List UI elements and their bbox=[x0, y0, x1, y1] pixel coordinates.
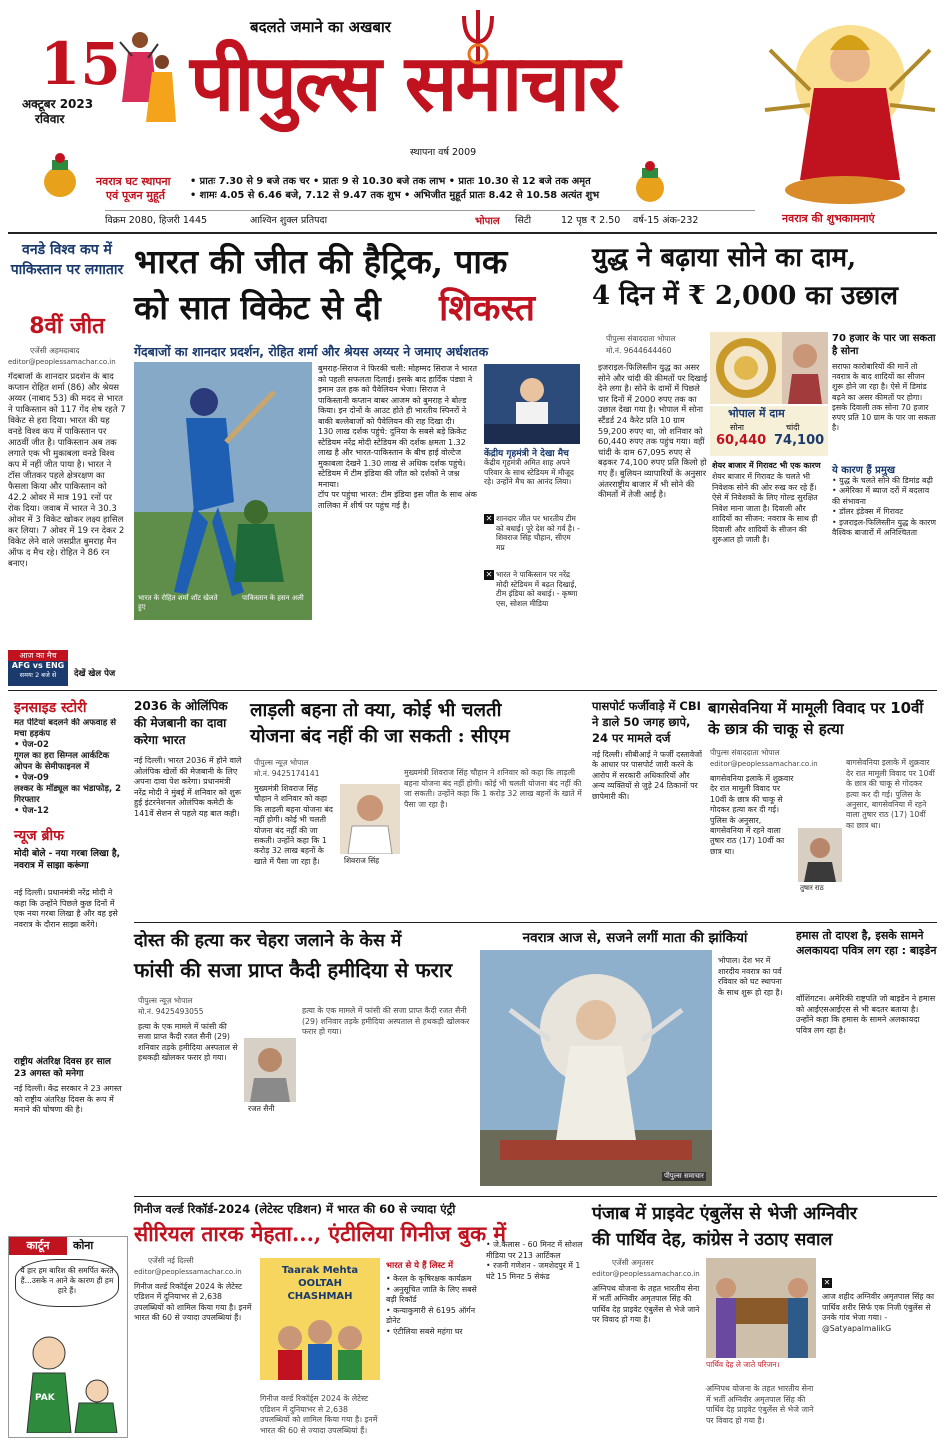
gold-body: इजराइल-फिलिस्तीन युद्ध का असर सोने और चांदी की कीमतों पर दिखाई देने लगा है। सोने के दामों में पिछले चार दिनों में 2000 रुपए तक का उछाल देखा गया है। भोपाल में सोना स्टैंडर्ड 24 कैरेट प्रति 10 ग्राम 59,200 रुपए था, जो शनिवार को 60,440 रुपए तक पहुंच गया। वहीं चांदी के दाम 67,095 रुपए से बढ़कर 74,100 रुपए प्रति किलो हो गए हैं। बुलियन व्यापारियों के अनुसार अंतरराष्ट्रीय बाजार में भी सोने की कीमतों में तेजी आई है। bbox=[598, 362, 708, 500]
inside-items: मत पेटियां बदलने की अफवाह से मचा हड़कंप • पेज-02 गूगल का हरा सिग्नल आर्कटिक ओपन के सेमीफाइनल में • पेज-09 लश्कर के मॉड्यूल का भंडाफोड़, 2 गिरफ्तार • पेज-12 bbox=[14, 718, 122, 816]
tmkoc-photo bbox=[260, 1258, 380, 1380]
info-bar bbox=[105, 210, 755, 229]
inside-story bbox=[8, 698, 126, 818]
punjab-photo bbox=[706, 1258, 816, 1358]
olympic-story bbox=[134, 698, 244, 918]
gold-story bbox=[592, 240, 937, 688]
gold-col2-head: शेयर बाजार में गिरावट भी एक कारण bbox=[712, 461, 821, 470]
escape-byline: पीपुल्स न्यूज़ भोपाल bbox=[138, 996, 193, 1005]
passport-story bbox=[592, 698, 702, 918]
muhurat-label-1: नवरात्र घट स्थापना bbox=[96, 175, 171, 188]
escape-headline-2: फांसी की सजा प्राप्त कैदी हमीदिया से फरार bbox=[134, 958, 453, 982]
ladli-headline-2: योजना बंद नहीं की जा सकती : सीएम bbox=[250, 726, 510, 747]
founded-text: स्थापना वर्ष 2009 bbox=[410, 147, 477, 158]
punjab-text: अग्निपथ योजना के तहत भारतीय सेना में भर्ती अग्निवीर अमृतपाल सिंह की पार्थिव देह प्राइवेट एंबुलेंस से भेजे जाने पर विवाद हो गया है। bbox=[592, 1284, 700, 1325]
greeting: नवरात्र की शुभकामनाएं bbox=[782, 212, 875, 225]
kalash-right-icon bbox=[632, 160, 668, 204]
cartoon-subtitle: कोना bbox=[73, 1239, 94, 1252]
divider-row1 bbox=[8, 690, 937, 691]
match-box bbox=[8, 650, 68, 686]
dandiya-illustration bbox=[118, 22, 176, 132]
brief-item1-head: मोदी बोले - नया गरबा लिखा है, नवरात्र में साझा करूंगा bbox=[14, 849, 121, 871]
newspaper-title: पीपुल्स समाचार bbox=[190, 38, 619, 129]
tweet-1: शानदार जीत पर भारतीय टीम को बधाई। पूरे देश को गर्व है। - शिवराज सिंह चौहान, सीएम मप्र bbox=[496, 514, 580, 552]
bagsevania-byline: पीपुल्स संवाददाता भोपाल bbox=[710, 748, 780, 757]
muhurat-line-1: • प्रातः 7.30 से 9 बजे तक चर • प्रातः 9 से 10.30 बजे तक लाभ • प्रातः 10.30 से 12 बजे तक अमृत bbox=[190, 176, 591, 187]
guinness-headline: सीरियल तारक मेहता..., एंटीलिया गिनीज बुक में bbox=[134, 1221, 506, 1246]
lead-headline-1: भारत की जीत की हैट्रिक, पाक bbox=[134, 242, 508, 281]
edition-city: भोपाल bbox=[475, 216, 500, 227]
escape-text-2 bbox=[302, 996, 470, 1186]
sports-ref: देखें खेल पेज bbox=[74, 669, 116, 679]
bagsevania-repeat: बागसेवनिया इलाके में शुक्रवार देर रात मामूली विवाद पर 10वीं के छात्र की चाकू से गोदकर हत्या कर दी गई। पुलिस के अनुसार, बागसेवनिया में रहने वाला तुषार राठ (17) 10वीं का छात्र था। bbox=[846, 758, 935, 830]
punjab-byline: एजेंसी अमृतसर bbox=[612, 1258, 654, 1267]
match-time: समयः 2 बजे से bbox=[19, 671, 57, 679]
gold-side-text: सराफा कारोबारियों की मानें तो नवरात्र के बाद शादियों का सीजन शुरू होने जा रहा है। ऐसे में डिमांड बढ़ने का असर कीमतों पर होगा। इसके दिवाली तक सोना 70 हजार रुपए प्रति 10 ग्राम के पार जा सकता है। bbox=[832, 362, 936, 433]
lead-headline-red: शिकस्त bbox=[439, 287, 535, 329]
price-box bbox=[710, 406, 828, 456]
stadium-photo bbox=[484, 364, 580, 444]
brief-title: न्यूज ब्रीफ bbox=[14, 828, 64, 844]
guinness-list: • केरल के कृषिरक्षक कार्यक्रम • अनुसूचित जाति के लिए सबसे बड़ी रिकॉर्ड • कन्याकुमारी से 6195 ऑर्गन डोनेट • एंटीलिया सबसे महंगा घर bbox=[386, 1274, 477, 1336]
date-weekday: रविवार bbox=[35, 112, 65, 126]
wc-byline: एजेंसी अहमदाबाद bbox=[30, 346, 80, 355]
silver-label: चांदी bbox=[786, 423, 800, 432]
ladli-byline: पीपुल्स न्यूज़ भोपाल bbox=[254, 758, 309, 767]
wc-highlight: 8वीं जीत bbox=[29, 314, 105, 339]
inside-title: इनसाइड स्टोरी bbox=[14, 700, 87, 716]
cartoon-drawing bbox=[13, 1313, 123, 1433]
gold-col2-text: शेयर बाजार में गिरावट के चलते भी निवेशक सोने की ओर रुख कर रहे हैं। ऐसे में निवेशकों के लिए गोल्ड सुरक्षित निवेश माना जाता है। दिवाली और शादियों का सीजन: नवरात्र के साथ ही दिवाली और शादियों के सीजन की शुरुआत हो जाती है। bbox=[712, 472, 818, 544]
punjab-headline-2: की पार्थिव देह, कांग्रेस ने उठाए सवाल bbox=[592, 1230, 833, 1250]
punjab-story bbox=[592, 1202, 937, 1440]
escape-text: हत्या के एक मामले में फांसी की सजा प्राप्त कैदी रजत सैनी (29) शनिवार तड़के हमीदिया अस्पताल से हथकड़ी खोलकर फरार हो गया। bbox=[138, 1022, 238, 1063]
navratri-headline: नवरात्र आज से, सजने लगीं माता की झांकियां bbox=[522, 930, 748, 946]
guinness-kicker: गिनीज वर्ल्ड रिकॉर्ड-2024 (लेटेस्ट एडिशन) में भारत की 60 से ज्यादा एंट्री bbox=[134, 1202, 456, 1216]
cartoon-title: कार्टून bbox=[9, 1237, 67, 1255]
escape-mobile: मो.नं. 9425493055 bbox=[138, 1007, 204, 1016]
vikram-samvat: विक्रम 2080, हिजरी 1445 bbox=[105, 215, 208, 226]
punjab-tweet: आज शहीद अग्निवीर अमृतपाल सिंह का पार्थिव शरीर सिर्फ एक निजी एंबुलेंस से उनके गांव भेजा गया। - @SatyapalmalikG bbox=[822, 1292, 935, 1333]
gold-jewelry-photo bbox=[710, 332, 782, 404]
olympic-headline: 2036 के ओलिंपिक की मेजबानी का दावा करेगा भारत bbox=[134, 699, 228, 747]
navratri-text: भोपाल। देश भर में शारदीय नवरात्र का पर्व रविवार को घट स्थापना के साथ शुरू हो रहा है। bbox=[718, 956, 783, 997]
gold-price: 60,440 bbox=[716, 433, 767, 448]
hamas-headline: हमास तो दाएश है, इसके सामने अलकायदा पवित्र लग रहा : बाइडेन bbox=[796, 929, 937, 957]
ladli-repeat: मुख्यमंत्री शिवराज सिंह चौहान ने शनिवार को कहा कि लाड़ली बहना योजना बंद नहीं होगी। कोई भी चलती योजना बंद नहीं की जा सकती। उन्होंने कहा कि 1 करोड़ 32 लाख बहनों के खाते में पैसा जा रहा है। bbox=[404, 768, 582, 809]
gold-mobile: मो.नं. 9644644460 bbox=[606, 346, 672, 355]
guinness-text-2 bbox=[260, 1384, 380, 1438]
reasons-title: ये कारण हैं प्रमुख bbox=[832, 465, 895, 476]
tushar-caption: तुषार राठ bbox=[800, 884, 824, 892]
punjab-photo-caption: पार्थिव देह ले जाते परिजन। bbox=[706, 1360, 780, 1369]
cartoon-box bbox=[8, 1236, 128, 1438]
guinness-text: गिनीज वर्ल्ड रिकॉर्ड्स 2024 के लेटेस्ट एडिशन में दुनियाभर से 2,638 उपलब्धियों को शामिल किया गया है। इनमें भारत की 60 से ज्यादा उपलब्धियां हैं। bbox=[134, 1282, 252, 1323]
bagsevania-text: बागसेवनिया इलाके में शुक्रवार देर रात मामूली विवाद पर 10वीं के छात्र की चाकू से गोदकर हत्या कर दी गई। पुलिस के अनुसार, बागसेवनिया में रहने वाला तुषार राठ (17) 10वीं का छात्र था। bbox=[710, 774, 794, 856]
lead-subhead: गेंदबाजों का शानदार प्रदर्शन, रोहित शर्मा और श्रेयस अय्यर ने जमाए अर्धशतक bbox=[134, 344, 489, 359]
tithi: आश्विन शुक्ल प्रतिपदा bbox=[250, 215, 328, 226]
navratri-story bbox=[480, 928, 790, 1190]
lead-headline-2: को सात विकेट से दी bbox=[134, 288, 381, 327]
guinness-email: editor@peoplessamachar.co.in bbox=[134, 1268, 242, 1276]
ladli-headline-1: लाड़ली बहना तो क्या, कोई भी चलती bbox=[250, 700, 502, 721]
passport-text: नई दिल्ली। सीबीआई ने फर्जी दस्तावेजों के आधार पर पासपोर्ट जारी करने के आरोप में सरकारी अधिकारियों और अन्य व्यक्तियों से जुड़े 24 ठिकानों पर छापेमारी की। bbox=[592, 750, 702, 801]
match-teams: AFG vs ENG bbox=[11, 661, 65, 670]
ladli-text-2 bbox=[404, 758, 584, 914]
guinness-repeat: गिनीज वर्ल्ड रिकॉर्ड्स 2024 के लेटेस्ट एडिशन में दुनियाभर से 2,638 उपलब्धियों को शामिल किया गया है। इनमें भारत की 60 से ज्यादा उपलब्धियां हैं। bbox=[260, 1394, 378, 1435]
navratri-caption: पीपुल्स समाचार bbox=[664, 1172, 704, 1180]
masthead bbox=[0, 0, 945, 232]
gold-side-head: 70 हजार के पार जा सकता है सोना bbox=[832, 333, 936, 357]
cricket-photo bbox=[134, 362, 312, 620]
gold-byline: पीपुल्स संवाददाता भोपाल bbox=[606, 334, 676, 343]
cricket-caption-2: पाकिस्तान के हसन अली bbox=[242, 594, 304, 602]
ladli-mobile: मो.नं. 9425174141 bbox=[254, 769, 320, 778]
woman-photo bbox=[782, 332, 828, 404]
escape-repeat: हत्या के एक मामले में फांसी की सजा प्राप्त कैदी रजत सैनी (29) शनिवार तड़के हमीदिया अस्पताल से हथकड़ी खोलकर फरार हो गया। bbox=[302, 1006, 470, 1037]
punjab-headline-1: पंजाब में प्राइवेट एंबुलेंस से भेजी अग्निवीर bbox=[592, 1204, 858, 1224]
guinness-story bbox=[134, 1202, 586, 1440]
date-month-year: अक्टूबर 2023 bbox=[22, 97, 94, 111]
punjab-email: editor@peoplessamachar.co.in bbox=[592, 1270, 700, 1278]
brief-item1-text: नई दिल्ली। प्रधानमंत्री नरेंद्र मोदी ने कहा कि उन्होंने पिछले कुछ दिनों में एक नया गरबा लिखा है और वह इसे नवरात्र के दौरान साझा करेंगे। bbox=[14, 888, 118, 929]
brief-item2-text: नई दिल्ली। केंद्र सरकार ने 23 अगस्त को राष्ट्रीय अंतरिक्ष दिवस के रूप में मनाने की घोषणा की है। bbox=[14, 1084, 122, 1114]
wc-email: editor@peoplessamachar.co.in bbox=[8, 358, 116, 366]
guinness-list-title: भारत से ये हैं लिस्ट में bbox=[386, 1261, 454, 1271]
ladli-text: मुख्यमंत्री शिवराज सिंह चौहान ने शनिवार को कहा कि लाड़ली बहना योजना बंद नहीं होगी। कोई भी चलती योजना बंद नहीं की जा सकती। उन्होंने कहा कि 1 करोड़ 32 लाख बहनों के खाते में पैसा जा रहा है। bbox=[254, 784, 333, 866]
cartoon-bubble: ये हार हम बारिश की समर्पित करते हैं...उसके न आने के कारण ही हम हारे हैं। bbox=[15, 1259, 119, 1307]
cricket-caption-1: भारत के रोहित शर्मा शॉट खेलते हुए bbox=[138, 594, 218, 611]
price-label: भोपाल में दाम bbox=[728, 407, 785, 420]
tagline: बदलते जमाने का अखबार bbox=[250, 18, 391, 36]
year-issue: वर्ष-15 अंक-232 bbox=[633, 215, 699, 226]
olympic-text: नई दिल्ली। भारत 2036 में होने वाले ओलंपिक खेलों की मेजबानी के लिए अपना दावा पेश करेगा। प्रधानमंत्री नरेंद्र मोदी ने मुंबई में शनिवार को शुरू हुई इंटरनेशनल ओलंपिक कमेटी के 141वें सेशन से पहले यह बात कही। bbox=[134, 756, 242, 818]
rajat-photo bbox=[244, 1038, 296, 1102]
brief-item2-head: राष्ट्रीय अंतरिक्ष दिवस हर साल 23 अगस्त को मनेगा bbox=[14, 1057, 111, 1079]
date-day: 15 bbox=[40, 30, 121, 98]
bagsevania-headline: बागसेवनिया में मामूली विवाद पर 10वीं के छात्र की चाकू से हत्या bbox=[708, 699, 924, 738]
ladli-story bbox=[250, 698, 586, 918]
cartoon-label: PAK bbox=[35, 1393, 55, 1403]
x-logo-icon-3: ✕ bbox=[823, 1278, 831, 1287]
lead-column-text: बुमराह-सिराज ने फिरकी चली: मोहम्मद सिराज ने भारत को पहली सफलता दिलाई। इसके बाद हार्दिक पंड्या ने इमाम उल हक को पैवेलियन भेजा। सिराज ने पाकिस्तानी कप्तान बाबर आजम को बुमराह ने बोल्ड किया। इन दोनों के आउट होते ही भारतीय स्पिनरों ने बाकी बल्लेबाजों को पैवेलियन की राह दिखा दी। 130 लाख दर्शक पहुंचे: दुनिया के सबसे बड़े क्रिकेट स्टेडियम नरेंद्र मोदी स्टेडियम की दर्शक क्षमता 1.32 लाख है और भारत-पाकिस्तान के बीच हाई वोल्टेज मुकाबला देखने 1.30 लाख से अधिक दर्शक पहुंचे। स्टेडियम में टीम इंडिया की जीत को दर्शकों ने जश्न मनाया। टॉप पर पहुंचा भारत: टीम इंडिया इस जीत के साथ अंक तालिका में शीर्ष पर पहुंच गई है। bbox=[318, 364, 478, 510]
wc-body: गेंदबाजों के शानदार प्रदर्शन के बाद कप्तान रोहित शर्मा (86) और श्रेयस अय्यर (नाबाद 53) की मदद से भारत ने पाकिस्तान को 117 गेंद शेष रहते 7 विकेट से हरा दिया। भारत की यह वनडे विश्व कप में पाकिस्तान पर आठवीं जीत है। पाकिस्तान अब तक लगाते एक भी मुकाबला वनडे विश्व कप में नहीं जीत पाया है। भारत ने टॉस जीतकर पहले क्षेत्ररक्षण का फैसला किया और पाकिस्तान को 42.2 ओवर में मात्र 191 रनों पर रोक दिया। जवाब में भारत ने 30.3 ओवर में 3 विकेट खोकर लक्ष्य हासिल कर लिया। 7 ओवर में 19 रन देकर 2 विकेट लेने वाले जसप्रीत बुमराह मैन ऑफ द मैच रहे। रोहित ने 86 रन बनाए। bbox=[8, 372, 126, 569]
pages-price: 12 पृष्ठ ₹ 2.50 bbox=[561, 215, 621, 226]
durga-illustration bbox=[750, 10, 940, 210]
edition-type: सिटी bbox=[515, 215, 532, 226]
gold-headline-1: युद्ध ने बढ़ाया सोने का दाम, bbox=[592, 243, 857, 273]
guinness-side: • जे.कैलास - 60 मिनट में सोशल मीडिया पर 213 आर्टिकल • रजनी गणेशन - जमशेदपुर में 1 घंटे 15 मिनट 5 सेकंड bbox=[486, 1240, 583, 1281]
tweet-2: भारत ने पाकिस्तान पर नरेंद्र मोदी स्टेडियम में बढ़त दिखाई, टीम इंडिया को बधाई। - कृष्णा एस, सोशल मीडिया bbox=[496, 570, 578, 608]
stadium-caption: केंद्रीय गृहमंत्री अमित शाह अपने परिवार के साथ स्टेडियम में मौजूद रहे। उन्होंने मैच का आनंद लिया। bbox=[484, 458, 574, 486]
gold-label: सोना bbox=[730, 423, 744, 432]
punjab-text-2 bbox=[706, 1374, 816, 1436]
reasons-list: • युद्ध के चलते सोने की डिमांड बढ़ी • अमेरिका में ब्याज दरों में बदलाव की संभावना • डॉलर इंडेक्स में गिरावट • इजराइल-फिलिस्तीन युद्ध के कारण वैश्विक बाजारों में अनिश्चितता bbox=[832, 476, 936, 538]
silver-price: 74,100 bbox=[774, 433, 825, 448]
muhurat-line-2: • शामः 4.05 से 6.46 बजे, 7.12 से 9.47 तक शुभ • अभिजीत मुहूर्त प्रातः 8.42 से 10.58 अत्यंत शुभ bbox=[190, 190, 600, 201]
hamas-story bbox=[796, 928, 937, 1190]
trishul-icon bbox=[448, 6, 508, 86]
muhurat-label-2: एवं पूजन मुहूर्त bbox=[106, 189, 166, 202]
tushar-photo bbox=[798, 828, 842, 882]
x-logo-icon-2: ✕ bbox=[485, 570, 493, 579]
escape-headline-1: दोस्त की हत्या कर चेहरा जलाने के केस में bbox=[134, 931, 402, 951]
lead-story bbox=[134, 240, 584, 688]
shivraj-photo bbox=[340, 784, 400, 854]
rajat-caption: रजत सैनी bbox=[248, 1104, 275, 1113]
divider-row3 bbox=[134, 1196, 937, 1197]
match-label: आज का मैच bbox=[8, 650, 68, 661]
gold-headline-2: 4 दिन में ₹ 2,000 का उछाल bbox=[592, 281, 898, 311]
masthead-divider bbox=[8, 232, 937, 234]
divider-row2 bbox=[134, 922, 937, 923]
punjab-repeat: अग्निपथ योजना के तहत भारतीय सेना में भर्ती अग्निवीर अमृतपाल सिंह की पार्थिव देह प्राइवेट एंबुलेंस से भेजे जाने पर विवाद हो गया है। bbox=[706, 1384, 814, 1425]
kalash-left-icon bbox=[40, 152, 80, 200]
escape-story bbox=[134, 928, 474, 1190]
wc-kicker: वनडे विश्व कप में पाकिस्तान पर लगातार bbox=[10, 242, 124, 278]
hamas-text: वॉशिंगटन। अमेरिकी राष्ट्रपति जो बाइडेन ने हमास को आईएसआईएस से भी बदतर बताया है। उन्होंने कहा कि हमास के सामने अलकायदा पवित्र लग रहा है। bbox=[796, 994, 936, 1035]
passport-headline: पासपोर्ट फर्जीवाड़े में CBI ने डाले 50 जगह छापे, 24 पर मामले दर्ज bbox=[592, 699, 701, 745]
bagsevania-email: editor@peoplessamachar.co.in bbox=[710, 760, 818, 768]
news-brief bbox=[8, 826, 126, 1231]
tmkoc-title: Taarak Mehta OOLTAH CHASHMAH bbox=[281, 1265, 359, 1302]
stadium-caption-title: केंद्रीय गृहमंत्री ने देखा मैच bbox=[484, 449, 569, 459]
guinness-byline: एजेंसी नई दिल्ली bbox=[148, 1256, 194, 1265]
shivraj-caption: शिवराज सिंह bbox=[344, 856, 380, 865]
navratri-photo bbox=[480, 950, 712, 1186]
x-logo-icon: ✕ bbox=[485, 514, 493, 523]
bagsevania-text-2 bbox=[846, 748, 936, 914]
bagsevania-story bbox=[708, 698, 937, 918]
wc-box bbox=[8, 240, 126, 688]
